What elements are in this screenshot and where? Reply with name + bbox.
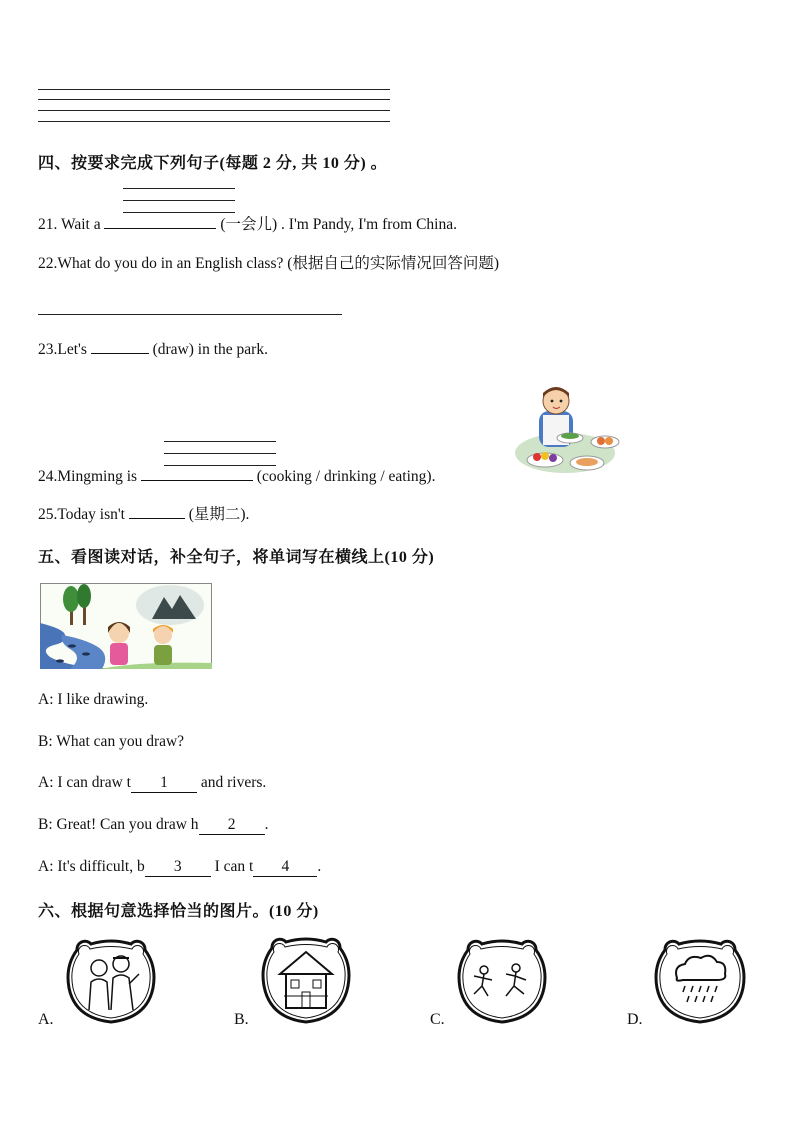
dialog-line-5 — [38, 857, 321, 877]
q25-prefix: 25.Today isn't — [38, 506, 125, 523]
option-a-label: A. — [38, 1011, 54, 1028]
answer-line[interactable] — [38, 110, 390, 111]
option-b-house-picture[interactable] — [258, 934, 354, 1026]
dialog-line-5-middle: I can t — [214, 858, 254, 875]
q24-suffix: (cooking / drinking / eating). — [256, 468, 436, 485]
dialog-line-5-prefix: A: It's difficult, b — [38, 858, 145, 875]
q25-suffix: (星期二). — [188, 506, 250, 523]
option-a-grandparents-picture[interactable] — [63, 936, 159, 1026]
dialog-line-2: B: What can you draw? — [38, 733, 185, 750]
dialog-line-4-prefix: B: Great! Can you draw h — [38, 816, 199, 833]
answer-line[interactable] — [38, 99, 390, 100]
q21-blank[interactable] — [104, 213, 216, 229]
question-21 — [38, 213, 457, 235]
answer-line[interactable] — [38, 121, 390, 122]
question-23 — [38, 338, 268, 360]
q25-blank[interactable] — [129, 503, 185, 519]
q21-prefix: 21. Wait a — [38, 216, 101, 233]
blank-4[interactable]: 4 — [253, 858, 317, 877]
q23-blank[interactable] — [91, 338, 149, 354]
section4-heading: 四、按要求完成下列句子(每题 2 分, 共 10 分) 。 — [38, 155, 388, 172]
option-d-label: D. — [627, 1011, 643, 1028]
q24-answer-line[interactable] — [164, 441, 276, 442]
dialog-line-3 — [38, 773, 266, 793]
q24-prefix: 24.Mingming is — [38, 468, 138, 485]
dialog-line-3-prefix: A: I can draw t — [38, 774, 131, 791]
section6-heading: 六、根据句意选择恰当的图片。(10 分) — [38, 903, 319, 920]
answer-line[interactable] — [38, 89, 390, 90]
q24-answer-line[interactable] — [164, 453, 276, 454]
q21-answer-line[interactable] — [123, 200, 235, 201]
q21-suffix: (一会儿) . I'm Pandy, I'm from China. — [220, 216, 457, 233]
q24-blank[interactable] — [141, 465, 253, 481]
section5-heading: 五、看图读对话，补全句子，将单词写在横线上(10 分) — [38, 549, 435, 566]
blank-1[interactable]: 1 — [131, 774, 197, 793]
blank-2[interactable]: 2 — [199, 816, 265, 835]
dialog-line-4-suffix: . — [264, 816, 269, 833]
dialog-line-3-suffix: and rivers. — [200, 774, 267, 791]
dialog-line-5-suffix: . — [317, 858, 322, 875]
q23-prefix: 23.Let's — [38, 341, 87, 358]
question-25 — [38, 503, 249, 525]
question-24 — [38, 465, 435, 487]
blank-3[interactable]: 3 — [145, 858, 211, 877]
dialog-line-4 — [38, 815, 268, 835]
option-c-running-picture[interactable] — [454, 936, 550, 1026]
option-d-rain-picture[interactable] — [651, 936, 749, 1026]
q23-suffix: (draw) in the park. — [152, 341, 268, 358]
option-b-label: B. — [234, 1011, 249, 1028]
landscape-picture — [40, 583, 212, 669]
option-c-label: C. — [430, 1011, 445, 1028]
q21-answer-line[interactable] — [123, 188, 235, 189]
question-22: 22.What do you do in an English class? (根据自己的实际情况回答问题) — [38, 255, 500, 272]
dialog-line-1: A: I like drawing. — [38, 691, 149, 708]
boy-eating-picture — [515, 383, 621, 479]
q22-answer-line[interactable] — [38, 314, 342, 315]
